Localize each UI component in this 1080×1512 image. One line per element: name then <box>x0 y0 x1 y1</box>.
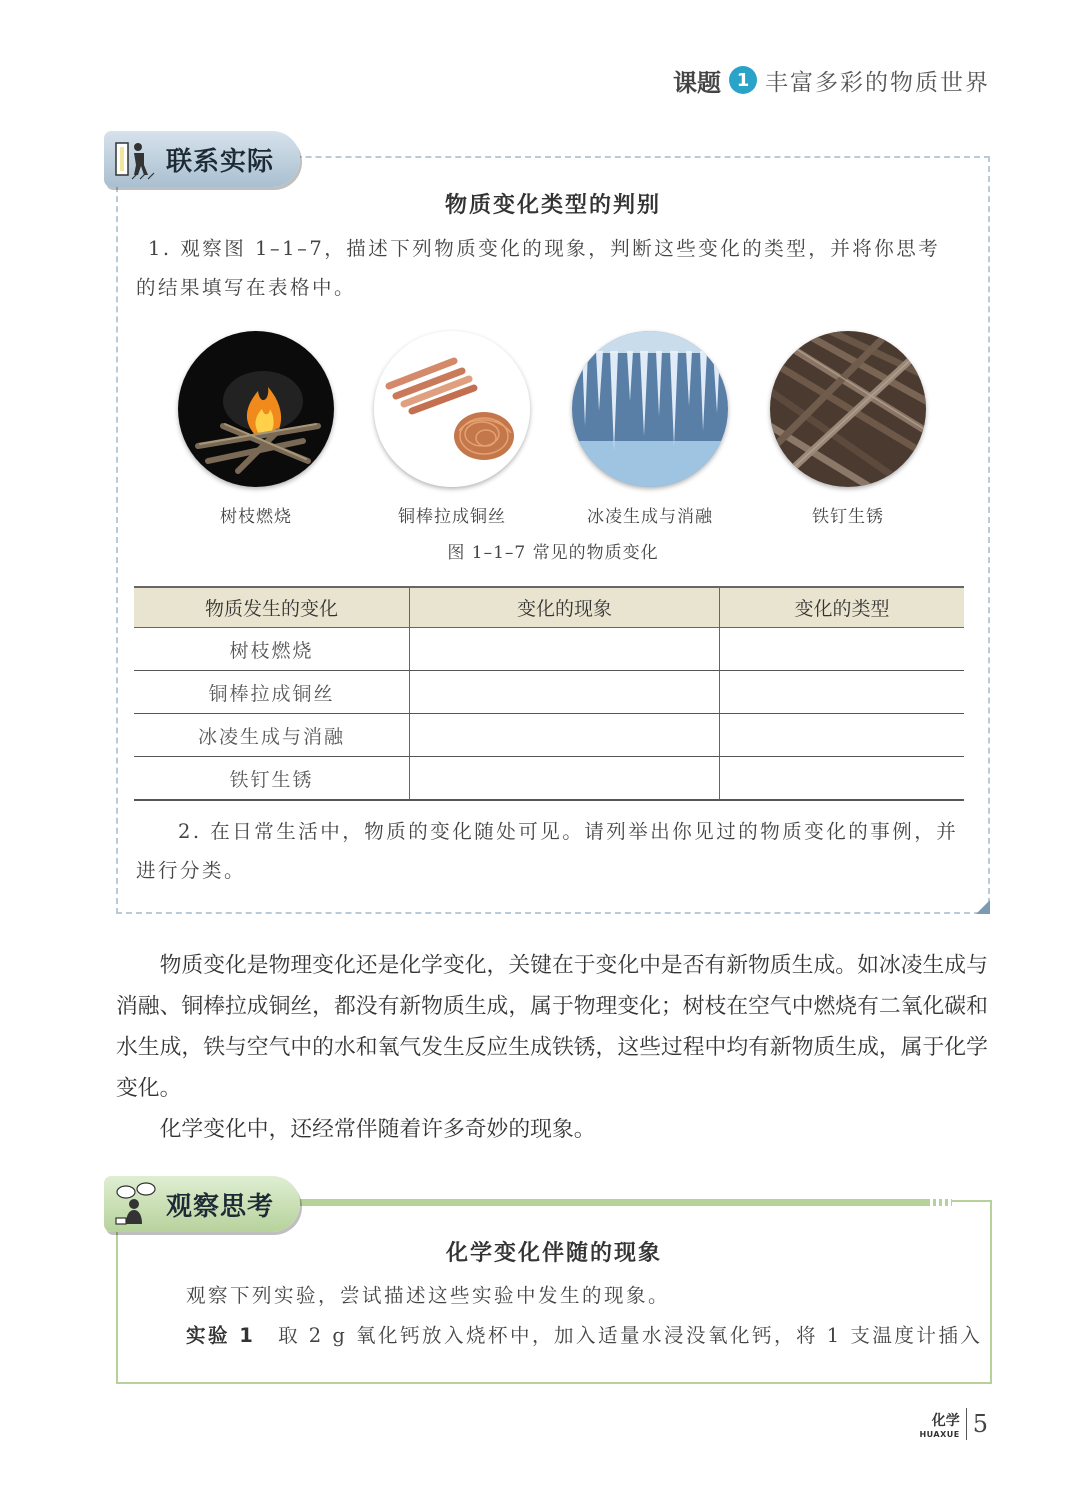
lesson-title: 丰富多彩的物质世界 <box>765 69 990 96</box>
row-2-change: 铜棒拉成铜丝 <box>134 671 410 714</box>
thinking-person-icon <box>110 1180 158 1228</box>
page-number: 5 <box>972 1410 988 1438</box>
row-4-type-cell[interactable] <box>720 757 965 801</box>
table-header-row <box>134 587 964 628</box>
row-4-phenomenon-cell[interactable] <box>410 757 720 801</box>
page-footer <box>919 1408 988 1440</box>
brand-chinese: 化学 <box>931 1412 960 1429</box>
observe-tab-label: 观察思考 <box>166 1191 275 1222</box>
observe-top-bar <box>300 1199 950 1206</box>
reading-person-icon <box>110 135 158 183</box>
table-row <box>134 757 964 801</box>
header-change: 物质发生的变化 <box>134 587 410 628</box>
header-type: 变化的类型 <box>720 587 965 628</box>
body-paragraph-1: 物质变化是物理变化还是化学变化，关键在于变化中是否有新物质生成。如冰凌生成与消融、铜棒拉成铜丝，都没有新物质生成，属于物理变化；树枝在空气中燃烧有二氧化碳和水生成，铁与空气中的水和氧气发生反应生成铁锈，这些过程中均有新物质生成，属于化学变化。 <box>116 953 988 1101</box>
footer-separator <box>966 1408 967 1440</box>
photo-caption-4: 铁钉生锈 <box>812 507 884 527</box>
brand-pinyin: HUAXUE <box>919 1429 960 1439</box>
experiment-label: 实验 1 <box>186 1324 256 1347</box>
changes-table <box>134 586 964 801</box>
body-text <box>116 945 992 1150</box>
body-paragraph-2: 化学变化中，还经常伴随着许多奇妙的现象。 <box>159 1117 596 1142</box>
rusty-nails-photo <box>770 331 926 487</box>
question-2-line-2: 进行分类。 <box>136 859 247 882</box>
photo-caption-2: 铜棒拉成铜丝 <box>398 507 506 527</box>
observe-intro: 观察下列实验，尝试描述这些实验中发生的现象。 <box>186 1284 671 1307</box>
row-1-phenomenon-cell[interactable] <box>410 628 720 671</box>
observe-bar-dots <box>930 1199 952 1206</box>
observe-tab <box>104 1176 300 1232</box>
practice-box <box>116 156 990 914</box>
photo-caption-1: 树枝燃烧 <box>220 507 292 527</box>
photo-caption-3: 冰凌生成与消融 <box>587 507 713 527</box>
practice-tab <box>104 131 300 187</box>
lesson-number-badge: 1 <box>729 66 757 94</box>
question-1-line-2: 的结果填写在表格中。 <box>136 276 357 299</box>
row-1-change: 树枝燃烧 <box>134 628 410 671</box>
observe-title: 化学变化伴随的现象 <box>445 1241 662 1266</box>
row-3-phenomenon-cell[interactable] <box>410 714 720 757</box>
row-2-type-cell[interactable] <box>720 671 965 714</box>
table-row <box>134 628 964 671</box>
burning-branches-photo <box>178 331 334 487</box>
table-row <box>134 714 964 757</box>
row-4-change: 铁钉生锈 <box>134 757 410 801</box>
practice-title: 物质变化类型的判别 <box>444 193 661 218</box>
table-row <box>134 671 964 714</box>
row-1-type-cell[interactable] <box>720 628 965 671</box>
row-3-change: 冰凌生成与消融 <box>134 714 410 757</box>
practice-tab-label: 联系实际 <box>166 146 275 177</box>
row-3-type-cell[interactable] <box>720 714 965 757</box>
experiment-text: 取 2 g 氧化钙放入烧杯中，加入适量水浸没氧化钙，将 1 支温度计插入 <box>278 1324 983 1347</box>
corner-triangle <box>976 900 990 914</box>
header-phenomenon: 变化的现象 <box>410 587 720 628</box>
question-1-line-1: 1. 观察图 1–1–7，描述下列物质变化的现象，判断这些变化的类型，并将你思考 <box>148 237 941 260</box>
subject-brand <box>919 1410 959 1439</box>
experiment-1 <box>186 1316 986 1355</box>
copper-rods-wire-photo <box>374 331 530 487</box>
lesson-word: 课题 <box>673 68 721 97</box>
figure-caption: 图 1–1–7 常见的物质变化 <box>447 543 659 563</box>
question-2-line-1: 2. 在日常生活中，物质的变化随处可见。请列举出你见过的物质变化的事例，并 <box>178 820 959 843</box>
page-header <box>673 62 990 98</box>
row-2-phenomenon-cell[interactable] <box>410 671 720 714</box>
icicles-photo <box>572 331 728 487</box>
